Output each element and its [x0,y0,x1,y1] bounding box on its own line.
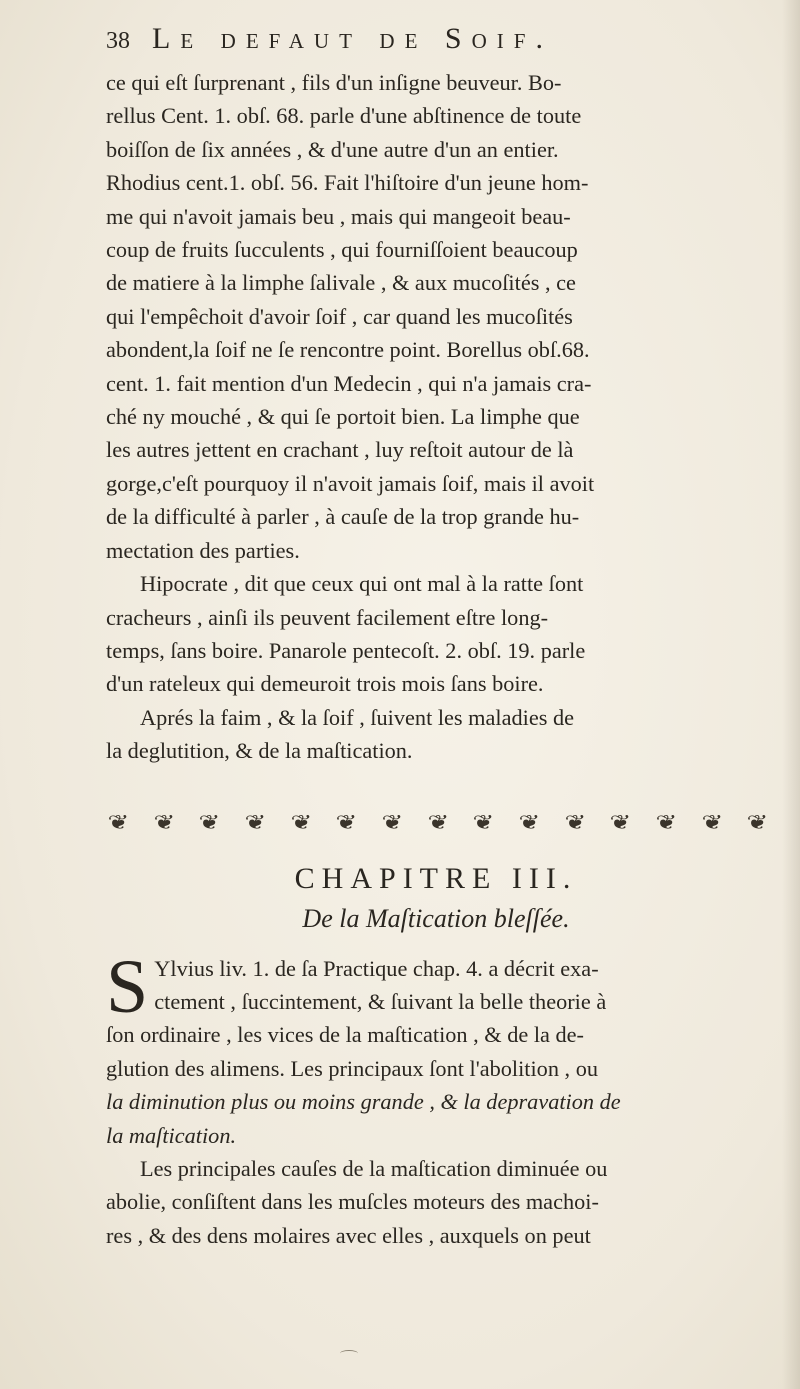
text-line: Hipocrate , dit que ceux qui ont mal à la ratte ſont [140,571,584,597]
ornament-icon: ❦ [198,811,221,834]
text-line: glution des alimens. Les principaux ſont l'abolition , ou [106,1055,599,1081]
page-header [106,22,766,66]
text-line: abondent,la ſoif ne ſe rencontre point. Borellus obſ.68. [106,337,590,363]
text-line: ctement , ſuccintement, & ſuivant la belle theorie à [154,988,607,1014]
text-line: boiſſon de ſix années , & d'une autre d'un an entier. [106,136,559,162]
paragraph-hipocrate [106,567,766,701]
page-edge-shadow [782,0,800,1389]
body-text-continued [106,1152,766,1252]
text-line: Aprés la faim , & la ſoif , ſuivent les maladies de [140,704,575,730]
text-line: temps, ſans boire. Panarole pentecoſt. 2. obſ. 19. parle [106,637,586,663]
ornament-icon: ❦ [381,811,404,834]
ornament-icon: ❦ [244,811,267,834]
ornament-icon: ❦ [335,811,358,834]
text-line: Les principales cauſes de la maſtication diminuée ou [140,1155,608,1181]
text-line: rellus Cent. 1. obſ. 68. parle d'une abſtinence de toute [106,103,582,129]
chapter-subtitle: De la Maſtication bleſſée. [302,903,570,933]
ornament-icon: ❦ [655,811,678,834]
text-line: les autres jettent en crachant , luy reſtoit autour de là [106,437,574,463]
printer-mark [340,1350,358,1357]
text-line: de la difficulté à parler , à cauſe de la trop grande hu- [106,504,580,530]
text-line: mectation des parties. [106,537,300,563]
text-line: de matiere à la limphe ſalivale , & aux mucoſités , ce [106,270,576,296]
text-line: me qui n'avoit jamais beu , mais qui mangeoit beau- [106,203,571,229]
ornament-icon: ❦ [427,811,449,834]
text-line: ché ny mouché , & qui ſe portoit bien. La limphe que [106,404,580,430]
paragraph-sylvius [106,944,766,1152]
ornament-icon: ❦ [290,811,312,834]
ornament-icon: ❦ [746,811,769,834]
paragraph-deglutition [106,701,766,768]
text-line: qui l'empêchoit d'avoir ſoif , car quand les mucoſités [106,303,573,329]
text-line: ce qui eſt ſurprenant , fils d'un inſigne beuveur. Bo- [106,70,562,95]
text-line: Ylvius liv. 1. de ſa Practique chap. 4. a décrit exa- [154,955,599,981]
text-line: coup de fruits ſucculents , qui fourniſſoient beaucoup [106,237,578,263]
text-line: d'un rateleux qui demeuroit trois mois ſans boire. [106,671,544,697]
ornament-icon: ❦ [472,811,495,834]
text-line: la maſtication. [106,1122,237,1148]
text-line: ſon ordinaire , les vices de la maſtication , & de la de- [106,1022,584,1048]
text-line: abolie, conſiſtent dans les muſcles moteurs des machoi- [106,1189,599,1215]
paragraph-causes [106,1152,766,1252]
text-line: la deglutition, & de la maſtication. [106,738,413,764]
ornament-icon: ❦ [564,811,586,834]
text-line: cent. 1. fait mention d'un Medecin , qui n'a jamais cra- [106,370,592,396]
ornament-divider [106,810,769,840]
body-text [106,66,766,768]
ornament-icon: ❦ [518,811,541,834]
chapter-title: CHAPITRE III. [294,861,578,895]
text-line: Rhodius cent.1. obſ. 56. Fait l'hiſtoire d'un jeune hom- [106,170,589,196]
running-title: Le defaut de Soif. [152,22,553,55]
text-line: res , & des dens molaires avec elles , auxquels on peut [106,1222,591,1248]
drop-cap: S [106,944,149,1029]
text-line: gorge,c'eſt pourquoy il n'avoit jamais ſoif, mais il avoit [106,470,595,496]
ornament-icon: ❦ [153,811,175,834]
ornament-icon: ❦ [701,811,723,834]
page-number: 38 [106,28,130,54]
page-content [106,22,769,1252]
text-line: cracheurs , ainſi ils peuvent facilement eſtre long- [106,604,549,630]
text-line: la diminution plus ou moins grande , & la depravation de [106,1089,621,1115]
paragraph-borellus [106,66,766,567]
ornament-icon: ❦ [107,811,130,834]
ornament-icon: ❦ [609,811,632,834]
